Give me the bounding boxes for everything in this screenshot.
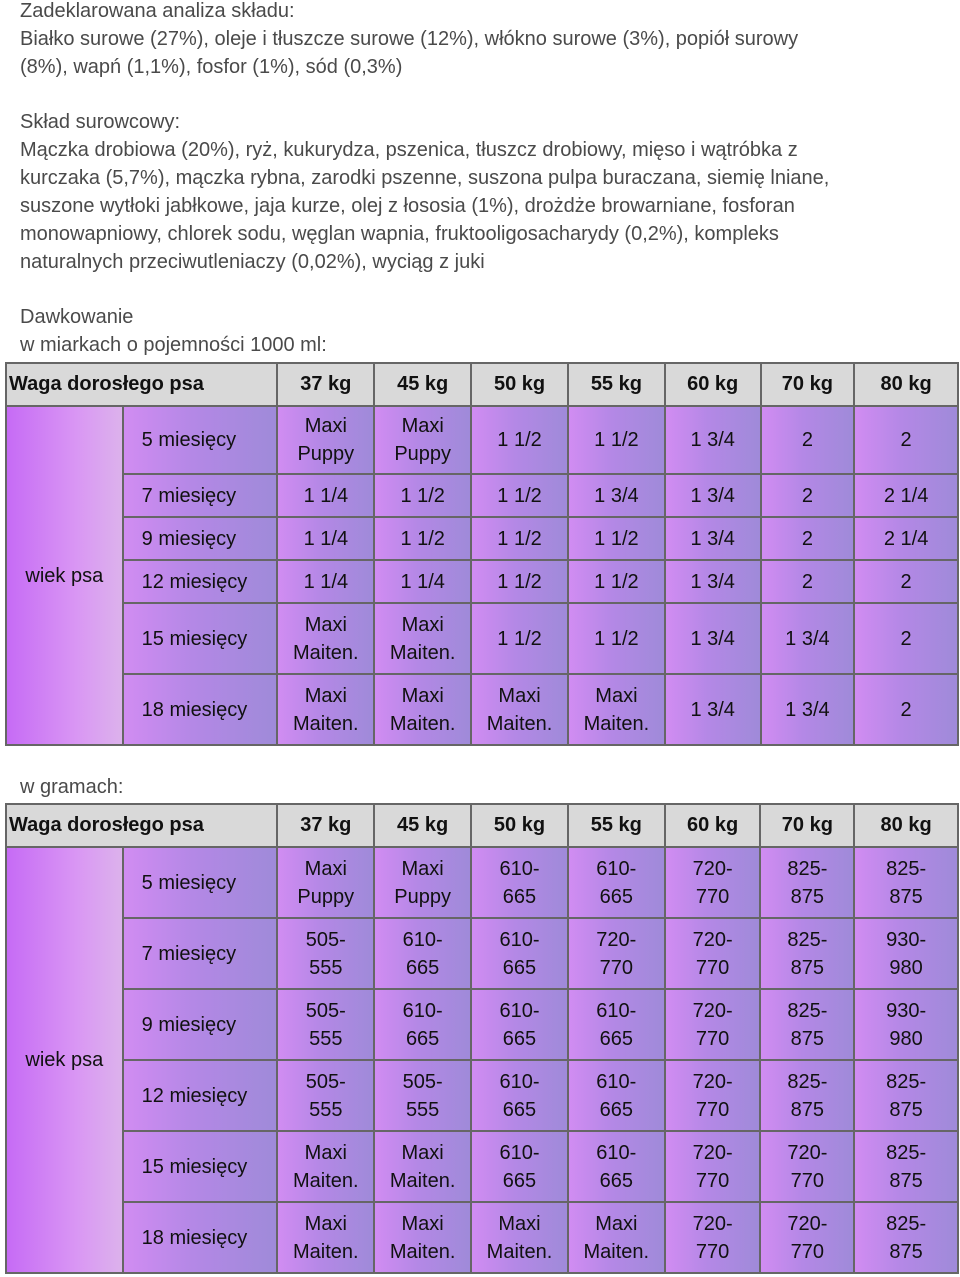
dose-cell xyxy=(277,847,374,918)
dose-cell-line: 875 xyxy=(889,1098,923,1121)
composition-line-2: kurczaka (5,7%), mączka rybna, zarodki pszenne, suszona pulpa buraczana, siemię lniane, xyxy=(20,167,830,189)
composition-line-3: suszone wytłoki jabłkowe, jaja kurze, olej z łososia (1%), drożdże browarniane, fosforan xyxy=(20,195,795,217)
dose-cell-line: 2 xyxy=(900,570,912,593)
dose-cell xyxy=(277,1060,374,1131)
dose-cell-line: 720- xyxy=(692,1212,733,1235)
dose-cell xyxy=(854,989,958,1060)
dose-cell-line: Maxi xyxy=(595,684,638,707)
dose-cell xyxy=(854,847,958,918)
dose-cell-line: 1 3/4 xyxy=(690,570,735,593)
dose-cell xyxy=(568,517,665,560)
age-row-label: 7 miesięcy xyxy=(123,474,278,517)
header-50kg: 50 kg xyxy=(471,363,568,406)
header-55kg: 55 kg xyxy=(568,804,665,847)
dose-cell-line: 720- xyxy=(692,857,733,880)
dose-cell-line: 1 1/2 xyxy=(497,627,542,650)
dose-cell xyxy=(760,1060,854,1131)
dose-cell xyxy=(277,989,374,1060)
dose-cell xyxy=(568,847,665,918)
dosage-title: Dawkowanie xyxy=(20,306,134,328)
dose-cell-line: 825- xyxy=(787,1070,828,1093)
dose-cell-line: 770 xyxy=(790,1240,825,1263)
dose-cell-line: 875 xyxy=(790,1098,825,1121)
dose-cell xyxy=(277,1202,374,1273)
dose-cell-line: Maxi xyxy=(304,613,347,636)
dose-cell-line: 555 xyxy=(309,1098,343,1121)
dose-cell-line: Maiten. xyxy=(292,1169,359,1192)
dose-cell-line: 1 3/4 xyxy=(690,627,735,650)
dose-cell-line: 770 xyxy=(695,1027,730,1050)
dose-cell-line: 610- xyxy=(596,999,637,1022)
table-row xyxy=(6,847,958,918)
dose-cell xyxy=(471,1060,568,1131)
dose-cell xyxy=(374,474,471,517)
age-row-label: 15 miesięcy xyxy=(123,603,278,674)
dose-cell xyxy=(854,517,958,560)
dose-cell-line: 1 1/2 xyxy=(497,429,542,451)
dose-cell xyxy=(568,560,665,603)
header-45kg: 45 kg xyxy=(374,804,471,847)
dose-cell-line: Maxi xyxy=(401,684,444,707)
dose-cell-line: 665 xyxy=(599,1027,633,1050)
dose-cell-line: 1 1/4 xyxy=(303,484,349,507)
dose-cell xyxy=(568,674,665,745)
dose-cell-line: 1 1/4 xyxy=(303,570,349,593)
dose-cell-line: 825- xyxy=(886,1212,927,1235)
composition-title: Skład surowcowy: xyxy=(20,111,181,133)
dose-cell-line: 1 1/2 xyxy=(594,527,639,550)
dose-cell xyxy=(665,406,761,474)
dose-cell xyxy=(374,989,471,1060)
age-row-label: 18 miesięcy xyxy=(123,674,278,745)
dose-cell-line: 1 3/4 xyxy=(690,698,735,721)
dose-cell xyxy=(471,1202,568,1273)
dose-cell-line: 665 xyxy=(599,885,633,908)
dose-cell-line: 2 xyxy=(900,698,912,721)
dose-cell-line: 770 xyxy=(695,1098,730,1121)
dose-cell xyxy=(854,1202,958,1273)
dose-cell-line: 1 1/4 xyxy=(400,570,445,593)
table-row xyxy=(6,603,958,674)
age-row-label: 9 miesięcy xyxy=(123,989,278,1060)
dosage-table-grams xyxy=(5,803,959,1274)
dose-cell-line: 1 1/2 xyxy=(400,527,445,550)
dose-cell-line: Maiten. xyxy=(486,712,553,735)
dose-cell-line: 770 xyxy=(695,1240,730,1263)
dose-cell xyxy=(374,406,471,474)
dose-cell xyxy=(471,847,568,918)
dose-cell-line: Maiten. xyxy=(583,712,650,735)
dose-cell-line: 930- xyxy=(886,928,927,951)
dose-cell xyxy=(471,406,568,474)
dose-cell-line: 1 3/4 xyxy=(594,484,639,507)
analysis-line-1: Białko surowe (27%), oleje i tłuszcze surowe (12%), włókno surowe (3%), popiół surowy xyxy=(20,28,799,50)
dose-cell-line: 720- xyxy=(596,928,637,951)
dose-cell xyxy=(471,918,568,989)
dose-cell-line: 825- xyxy=(886,857,927,880)
table-row xyxy=(6,674,958,745)
analysis-title: Zadeklarowana analiza składu: xyxy=(20,0,295,22)
dose-cell-line: Maxi xyxy=(304,415,347,437)
dose-cell-line: 2 xyxy=(900,627,912,650)
dose-cell-line: 1 1/2 xyxy=(594,570,639,593)
dose-cell xyxy=(277,406,374,474)
dose-cell xyxy=(471,989,568,1060)
dose-cell-line: Maxi xyxy=(401,1141,444,1164)
composition-line-1: Mączka drobiowa (20%), ryż, kukurydza, pszenica, tłuszcz drobiowy, mięso i wątróbka z xyxy=(20,139,798,161)
composition-line-4: monowapniowy, chlorek sodu, węglan wapnia, fruktooligosacharydy (0,2%), kompleks xyxy=(20,223,779,245)
dose-cell-line: 665 xyxy=(405,956,440,979)
composition-line-5: naturalnych przeciwutleniaczy (0,02%), wyciąg z juki xyxy=(20,251,485,273)
header-70kg: 70 kg xyxy=(761,363,855,406)
dose-cell-line: 875 xyxy=(790,956,825,979)
dose-cell-line: 665 xyxy=(599,1169,633,1192)
dose-cell-line: 1 1/2 xyxy=(497,527,542,550)
dose-cell-line: Puppy xyxy=(394,443,452,465)
dose-cell xyxy=(854,1060,958,1131)
age-group-label: wiek psa xyxy=(6,847,123,1273)
dose-cell xyxy=(760,1202,854,1273)
analysis-line-2: (8%), wapń (1,1%), fosfor (1%), sód (0,3%) xyxy=(20,56,403,78)
dose-cell-line: 2 xyxy=(900,429,912,451)
dose-cell-line: 505- xyxy=(305,1070,346,1093)
header-60kg: 60 kg xyxy=(665,804,761,847)
dose-cell-line: Maxi xyxy=(498,684,541,707)
dose-cell-line: 610- xyxy=(402,928,443,951)
dose-cell-line: Maxi xyxy=(304,857,347,880)
dose-cell-line: 1 3/4 xyxy=(690,484,735,507)
dose-cell-line: 555 xyxy=(405,1098,440,1121)
dose-cell-line: 980 xyxy=(889,1027,923,1050)
table-row xyxy=(6,1202,958,1273)
dose-cell-line: 665 xyxy=(502,885,537,908)
dose-cell xyxy=(374,918,471,989)
dose-cell-line: Maiten. xyxy=(293,641,359,664)
dose-cell-line: 875 xyxy=(889,885,923,908)
dose-cell xyxy=(761,560,855,603)
header-80kg: 80 kg xyxy=(854,363,958,406)
dose-cell xyxy=(854,560,958,603)
dose-cell-line: 505- xyxy=(305,999,346,1022)
dose-cell-line: 2 1/4 xyxy=(883,484,929,507)
dose-cell xyxy=(374,1060,471,1131)
dose-cell-line: 665 xyxy=(599,1098,633,1121)
dose-cell-line: 1 1/4 xyxy=(303,527,349,550)
header-50kg: 50 kg xyxy=(471,804,568,847)
dose-cell xyxy=(760,918,854,989)
dose-cell xyxy=(665,474,761,517)
age-row-label: 18 miesięcy xyxy=(123,1202,278,1273)
dose-cell xyxy=(854,603,958,674)
dose-cell-line: 1 1/2 xyxy=(594,429,639,451)
dose-cell-line: 875 xyxy=(889,1169,923,1192)
dosage-subtitle-measure: w miarkach o pojemności 1000 ml: xyxy=(20,334,327,356)
dose-cell-line: 980 xyxy=(889,956,923,979)
dose-cell-line: 770 xyxy=(695,885,730,908)
dose-cell xyxy=(471,674,568,745)
dose-cell-line: 1 3/4 xyxy=(690,527,735,550)
dose-cell-line: 875 xyxy=(889,1240,923,1263)
dose-cell xyxy=(471,474,568,517)
dose-cell xyxy=(568,1202,665,1273)
dose-cell-line: 610- xyxy=(499,1141,540,1164)
dose-cell-line: Maxi xyxy=(595,1212,638,1235)
dose-cell xyxy=(568,989,665,1060)
header-45kg: 45 kg xyxy=(374,363,471,406)
dose-cell-line: 610- xyxy=(499,999,540,1022)
dose-cell-line: Puppy xyxy=(394,885,451,908)
dose-cell-line: 2 1/4 xyxy=(883,527,929,550)
dose-cell-line: 1 1/2 xyxy=(497,484,542,507)
dose-cell-line: 770 xyxy=(695,956,730,979)
dose-cell-line: 720- xyxy=(787,1212,828,1235)
dose-cell xyxy=(760,847,854,918)
dose-cell xyxy=(374,1131,471,1202)
age-row-label: 7 miesięcy xyxy=(123,918,278,989)
dose-cell xyxy=(854,406,958,474)
dose-cell xyxy=(568,918,665,989)
dose-cell-line: Maxi xyxy=(401,613,444,636)
age-row-label: 12 miesięcy xyxy=(123,560,278,603)
dose-cell xyxy=(374,1202,471,1273)
dose-cell-line: Puppy xyxy=(297,885,355,908)
dose-cell xyxy=(665,847,761,918)
dose-cell xyxy=(568,474,665,517)
dose-cell xyxy=(471,517,568,560)
header-60kg: 60 kg xyxy=(665,363,761,406)
dose-cell-line: 610- xyxy=(499,1070,540,1093)
dosage-table-measure xyxy=(5,362,959,746)
header-70kg: 70 kg xyxy=(760,804,854,847)
table-header-row xyxy=(6,363,958,406)
dose-cell xyxy=(277,918,374,989)
dose-cell-line: 875 xyxy=(790,885,825,908)
dose-cell-line: 2 xyxy=(801,484,813,507)
dose-cell-line: Maiten. xyxy=(292,1240,359,1263)
dose-cell xyxy=(374,674,471,745)
dose-cell-line: 770 xyxy=(599,956,633,979)
dose-cell-line: 720- xyxy=(692,999,733,1022)
header-37kg: 37 kg xyxy=(277,363,374,406)
dose-cell xyxy=(760,1131,854,1202)
dose-cell-line: 610- xyxy=(596,857,637,880)
table-row xyxy=(6,1131,958,1202)
dose-cell-line: Maxi xyxy=(401,415,444,437)
dose-cell-line: 720- xyxy=(692,1141,733,1164)
dose-cell xyxy=(665,1131,761,1202)
dose-cell xyxy=(471,603,568,674)
dose-cell xyxy=(665,1060,761,1131)
dose-cell xyxy=(761,517,855,560)
table-row xyxy=(6,517,958,560)
dose-cell xyxy=(471,560,568,603)
dose-cell xyxy=(277,603,374,674)
dose-cell-line: 665 xyxy=(502,1098,537,1121)
header-weight-label: Waga dorosłego psa xyxy=(6,363,277,406)
table-header-row xyxy=(6,804,958,847)
dose-cell-line: Maxi xyxy=(304,1212,347,1235)
dose-cell-line: 825- xyxy=(787,999,828,1022)
dose-cell-line: 505- xyxy=(402,1070,443,1093)
dose-cell-line: Maiten. xyxy=(389,712,456,735)
dose-cell-line: Puppy xyxy=(297,443,355,465)
dose-cell xyxy=(665,674,761,745)
dose-cell xyxy=(374,847,471,918)
dose-cell-line: Maxi xyxy=(401,1212,444,1235)
dose-cell xyxy=(854,674,958,745)
dose-cell xyxy=(665,918,761,989)
header-80kg: 80 kg xyxy=(854,804,958,847)
dose-cell xyxy=(761,474,855,517)
dose-cell xyxy=(568,603,665,674)
table-row xyxy=(6,989,958,1060)
dose-cell-line: 720- xyxy=(692,928,733,951)
dose-cell xyxy=(760,989,854,1060)
dose-cell-line: 1 3/4 xyxy=(785,698,830,721)
dose-cell xyxy=(471,1131,568,1202)
dose-cell xyxy=(665,989,761,1060)
age-row-label: 5 miesięcy xyxy=(123,406,278,474)
dose-cell-line: 1 3/4 xyxy=(785,627,830,650)
table-row xyxy=(6,918,958,989)
dose-cell-line: Maxi xyxy=(304,1141,347,1164)
age-group-label: wiek psa xyxy=(6,406,123,745)
dose-cell xyxy=(277,517,374,560)
dose-cell-line: 825- xyxy=(787,928,828,951)
dose-cell xyxy=(277,560,374,603)
age-row-label: 15 miesięcy xyxy=(123,1131,278,1202)
dose-cell-line: Maiten. xyxy=(389,641,456,664)
dose-cell-line: 825- xyxy=(886,1070,927,1093)
dose-cell-line: 2 xyxy=(801,527,813,550)
dose-cell xyxy=(374,603,471,674)
header-weight-label: Waga dorosłego psa xyxy=(6,804,277,847)
dose-cell-line: 2 xyxy=(801,570,813,593)
dose-cell xyxy=(277,1131,374,1202)
dose-cell-line: 555 xyxy=(309,956,343,979)
dose-cell xyxy=(665,1202,761,1273)
dose-cell-line: 665 xyxy=(502,956,537,979)
dose-cell-line: Maxi xyxy=(304,684,347,707)
dose-cell xyxy=(665,517,761,560)
dose-cell-line: 720- xyxy=(692,1070,733,1093)
dose-cell-line: 505- xyxy=(305,928,346,951)
dose-cell-line: 610- xyxy=(499,857,540,880)
header-37kg: 37 kg xyxy=(277,804,374,847)
table-row xyxy=(6,474,958,517)
dose-cell-line: 610- xyxy=(596,1070,637,1093)
header-55kg: 55 kg xyxy=(568,363,665,406)
table-row xyxy=(6,406,958,474)
dose-cell xyxy=(665,603,761,674)
dose-cell-line: 1 3/4 xyxy=(690,429,735,451)
dosage-subtitle-grams: w gramach: xyxy=(20,776,124,798)
dose-cell xyxy=(854,1131,958,1202)
dose-cell xyxy=(854,918,958,989)
dose-cell xyxy=(761,406,855,474)
dose-cell xyxy=(854,474,958,517)
table-row xyxy=(6,1060,958,1131)
dose-cell-line: Maxi xyxy=(401,857,444,880)
dose-cell-line: Maiten. xyxy=(389,1240,456,1263)
dose-cell xyxy=(277,674,374,745)
dose-cell-line: 1 1/2 xyxy=(400,484,445,507)
table-row xyxy=(6,560,958,603)
dose-cell-line: 1 1/2 xyxy=(594,627,639,650)
dose-cell-line: 1 1/2 xyxy=(497,570,542,593)
dose-cell xyxy=(568,406,665,474)
dose-cell-line: 665 xyxy=(502,1169,537,1192)
dose-cell-line: 610- xyxy=(596,1141,637,1164)
dose-cell-line: Maiten. xyxy=(389,1169,456,1192)
dose-cell-line: Maiten. xyxy=(293,712,359,735)
dose-cell-line: 720- xyxy=(787,1141,828,1164)
dose-cell xyxy=(761,603,855,674)
dose-cell xyxy=(374,560,471,603)
dose-cell-line: 610- xyxy=(499,928,540,951)
dose-cell xyxy=(374,517,471,560)
dose-cell xyxy=(568,1131,665,1202)
dose-cell-line: 665 xyxy=(405,1027,440,1050)
dose-cell xyxy=(568,1060,665,1131)
age-row-label: 9 miesięcy xyxy=(123,517,278,560)
dose-cell-line: Maiten. xyxy=(583,1240,650,1263)
dose-cell xyxy=(665,560,761,603)
dose-cell-line: 555 xyxy=(309,1027,343,1050)
dose-cell xyxy=(277,474,374,517)
dose-cell-line: Maiten. xyxy=(486,1240,553,1263)
dose-cell-line: 875 xyxy=(790,1027,825,1050)
dose-cell-line: 825- xyxy=(886,1141,927,1164)
age-row-label: 12 miesięcy xyxy=(123,1060,278,1131)
dose-cell-line: 610- xyxy=(402,999,443,1022)
dose-cell-line: 2 xyxy=(801,429,813,451)
dose-cell-line: Maxi xyxy=(498,1212,541,1235)
age-row-label: 5 miesięcy xyxy=(123,847,278,918)
dose-cell-line: 770 xyxy=(790,1169,825,1192)
dose-cell-line: 665 xyxy=(502,1027,537,1050)
dose-cell-line: 930- xyxy=(886,999,927,1022)
dose-cell xyxy=(761,674,855,745)
dose-cell-line: 770 xyxy=(695,1169,730,1192)
dose-cell-line: 825- xyxy=(787,857,828,880)
